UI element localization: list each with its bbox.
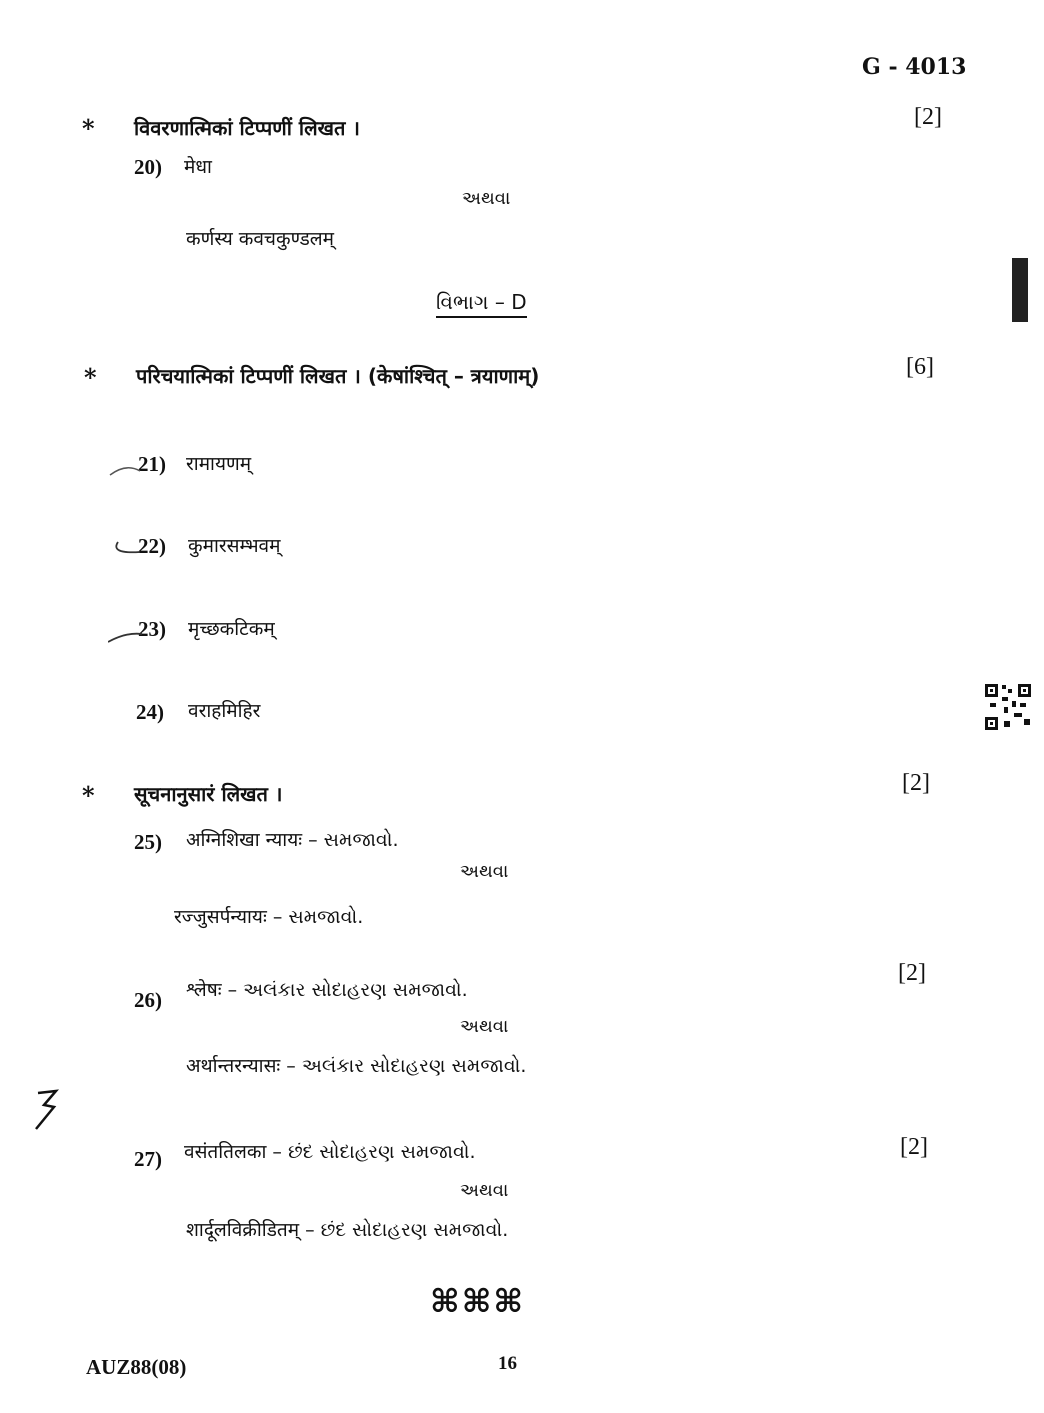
marks-label: [2]	[898, 960, 926, 986]
alternate-question-text: शार्दूलविक्रीडितम् – છંદ સોદાહરણ સમજાવો.	[186, 1219, 509, 1241]
or-label: અથવા	[460, 1016, 509, 1037]
question-text: अग्निशिखा न्यायः – સમજાવો.	[186, 829, 399, 851]
question-text: वसंततिलका – છંદ સોદાહરણ સમજાવો.	[184, 1141, 476, 1163]
question-number: 22)	[138, 534, 166, 558]
question-text: रामायणम्	[186, 453, 252, 475]
pencil-mark-icon	[108, 620, 148, 650]
pencil-mark-icon	[108, 455, 148, 485]
alternate-question-text: अर्थान्तरन्यासः – અલંકાર સોદાહરણ સમજાવો.	[186, 1055, 527, 1077]
question-text: मेधा	[184, 156, 212, 178]
marks-label: [2]	[902, 770, 930, 796]
page-number: 16	[498, 1353, 517, 1374]
question-number: 21)	[138, 452, 166, 476]
question-number: 20)	[134, 155, 162, 179]
qr-code-icon	[984, 683, 1032, 731]
bullet-star: *	[82, 781, 95, 810]
end-of-paper-mark: ⌘⌘⌘	[430, 1282, 526, 1320]
question-number: 27)	[134, 1147, 162, 1171]
paper-code-header: G - 4013	[862, 54, 967, 80]
question-heading: विवरणात्मिकां टिप्पणीं लिखत ।	[134, 116, 360, 140]
alternate-question-text: रज्जुसर्पन्यायः – સમજાવો.	[174, 906, 364, 928]
question-number: 25)	[134, 830, 162, 854]
question-text: वराहमिहिर	[188, 700, 261, 722]
footer-paper-code: AUZ88(08)	[86, 1355, 187, 1379]
question-heading: परिचयात्मिकां टिप्पणीं लिखत । (केषांश्चित् – त्रयाणाम्)	[136, 364, 540, 388]
marks-label: [2]	[914, 104, 942, 130]
or-label: અથવા	[460, 1180, 509, 1201]
question-text: श्लेषः – અલંકાર સોદાહરણ સમજાવો.	[186, 979, 468, 1001]
question-number: 23)	[138, 617, 166, 641]
bullet-star: *	[82, 114, 95, 143]
question-number: 26)	[134, 988, 162, 1012]
pencil-mark-icon	[108, 536, 148, 566]
or-label: અથવા	[460, 861, 509, 882]
section-heading: વિભાગ – D	[436, 290, 527, 318]
question-text: मृच्छकटिकम्	[188, 618, 275, 640]
question-heading: सूचनानुसारं लिखत ।	[134, 782, 283, 806]
bullet-star: *	[84, 363, 97, 392]
marks-label: [6]	[906, 354, 934, 380]
alternate-question-text: कर्णस्य कवचकुण्डलम्	[186, 228, 335, 250]
marks-label: [2]	[900, 1134, 928, 1160]
handwritten-mark-icon	[30, 1085, 70, 1135]
scan-edge-mark	[1012, 258, 1028, 322]
question-text: कुमारसम्भवम्	[188, 535, 281, 557]
question-number: 24)	[136, 700, 164, 724]
or-label: અથવા	[462, 188, 511, 209]
